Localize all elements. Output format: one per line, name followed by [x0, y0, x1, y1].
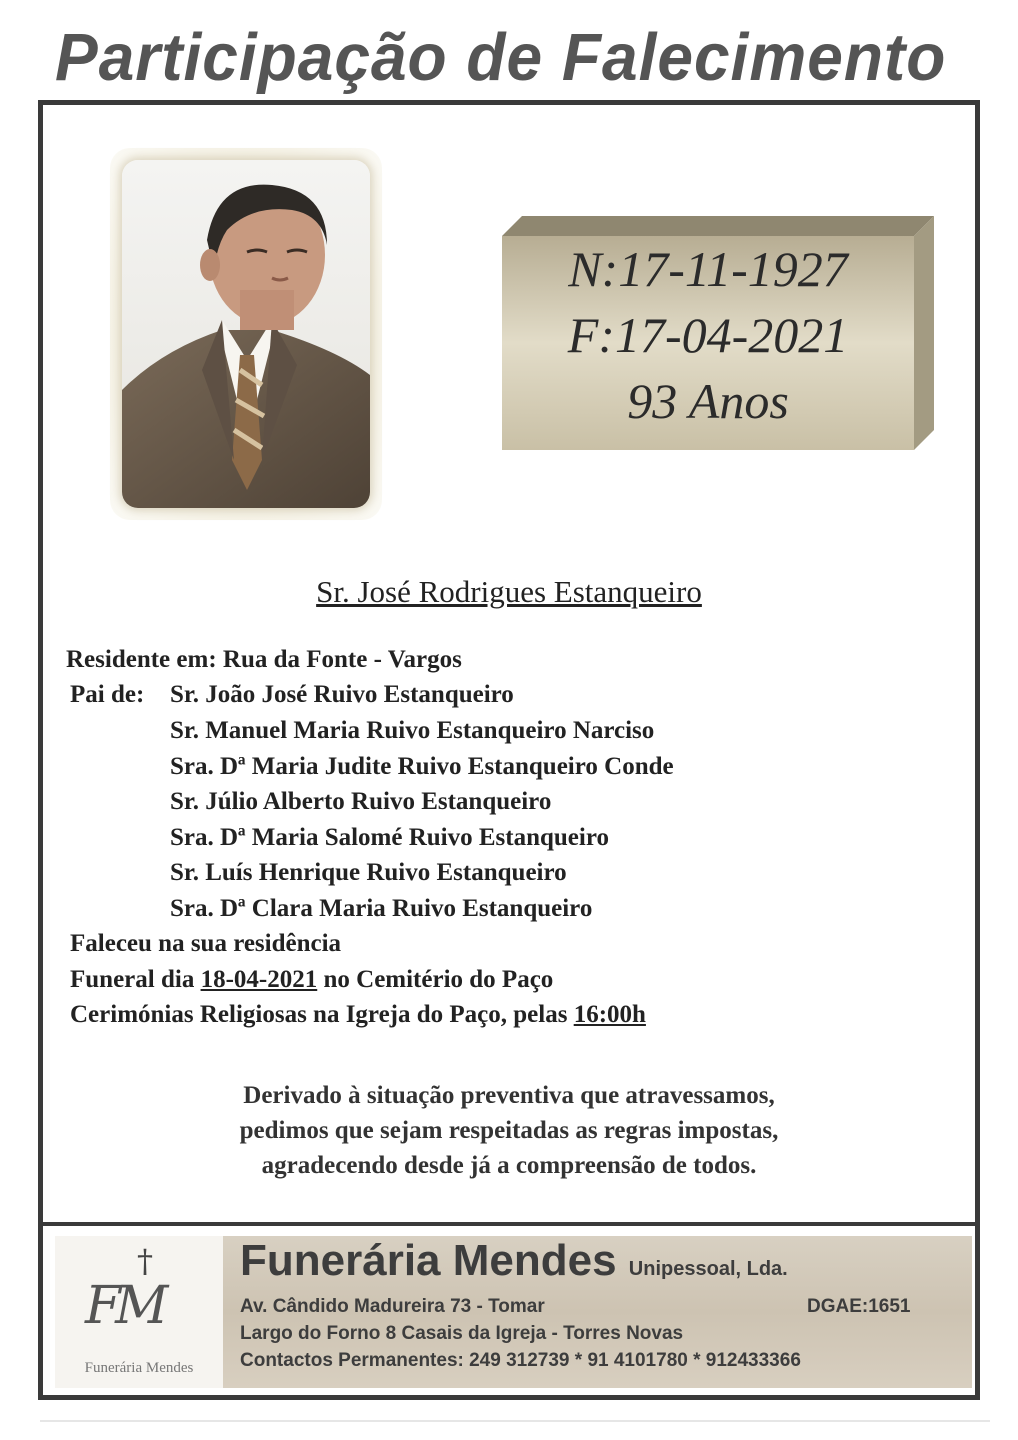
ceremony-line — [70, 1001, 646, 1029]
company-logo — [55, 1236, 223, 1388]
notice-line: pedimos que sejam respeitadas as regras impostas, — [239, 1117, 779, 1144]
age: 93 Anos — [627, 373, 789, 429]
children-label: Pai de: — [70, 681, 145, 708]
dates-text — [502, 236, 914, 450]
notice-line: agradecendo desde já a compreensão de todos. — [261, 1152, 757, 1179]
residence: Residente em: Rua da Fonte - Vargos — [66, 646, 462, 673]
footer-divider — [42, 1222, 976, 1226]
address-torres-novas: Largo do Forno 8 Casais da Igreja - Torres Novas — [240, 1323, 684, 1344]
logo-monogram: FM — [85, 1276, 163, 1336]
page-title: Participação de Falecimento — [55, 19, 947, 95]
died-at: Faleceu na sua residência — [70, 930, 342, 957]
ceremony-time: 16:00h — [573, 1001, 646, 1028]
cross-icon: † — [137, 1242, 153, 1280]
portrait-photo — [122, 160, 370, 508]
logo-label: Funerária Mendes — [84, 1360, 194, 1376]
notice-line: Derivado à situação preventiva que atravessamos, — [243, 1082, 775, 1109]
dgae-number: DGAE:1651 — [807, 1296, 911, 1317]
child-name: Sr. Júlio Alberto Ruivo Estanqueiro — [170, 788, 552, 815]
funeral-prefix: Funeral dia — [70, 966, 195, 993]
child-name: Sra. Dª Clara Maria Ruivo Estanqueiro — [170, 895, 593, 922]
portrait-frame — [110, 148, 382, 520]
funeral-line — [70, 966, 553, 994]
child-name: Sra. Dª Maria Salomé Ruivo Estanqueiro — [170, 824, 609, 851]
child-name: Sra. Dª Maria Judite Ruivo Estanqueiro Conde — [170, 753, 674, 780]
child-name: Sr. João José Ruivo Estanqueiro — [170, 681, 514, 708]
birth-date: N:17-11-1927 — [568, 241, 848, 297]
company-name: Funerária Mendes Unipessoal, Lda. — [240, 1236, 788, 1285]
footer-banner — [55, 1236, 972, 1388]
deceased-name: Sr. José Rodrigues Estanqueiro — [316, 574, 702, 609]
bottom-rule — [40, 1420, 990, 1422]
death-date: F:17-04-2021 — [567, 307, 849, 363]
funeral-suffix: no Cemitério do Paço — [323, 966, 554, 993]
child-name: Sr. Luís Henrique Ruivo Estanqueiro — [170, 859, 567, 886]
funeral-date: 18-04-2021 — [200, 966, 318, 993]
ceremony-prefix: Cerimónias Religiosas na Igreja do Paço, pelas — [70, 1001, 568, 1028]
contacts: Contactos Permanentes: 249 312739 * 91 4101780 * 912433366 — [240, 1350, 801, 1371]
address-tomar: Av. Cândido Madureira 73 - Tomar — [240, 1296, 545, 1317]
child-name: Sr. Manuel Maria Ruivo Estanqueiro Narciso — [170, 717, 655, 744]
company-suffix: Unipessoal, Lda. — [628, 1258, 788, 1280]
